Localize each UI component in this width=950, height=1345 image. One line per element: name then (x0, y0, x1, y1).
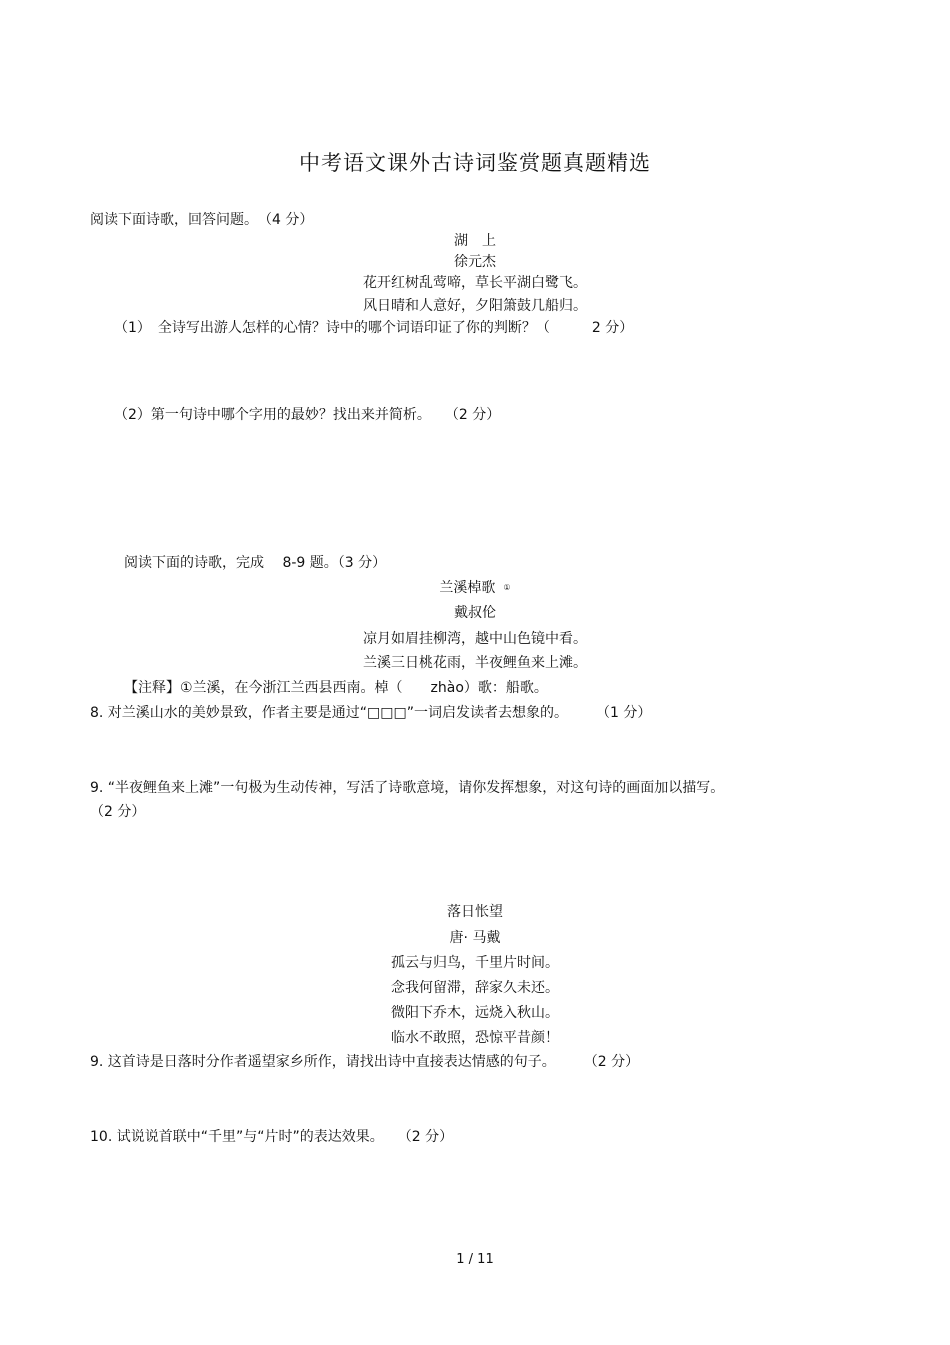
question-1: （1） 全诗写出游人怎样的心情？诗中的哪个词语印证了你的判断？（ 2 分） (114, 320, 634, 336)
poem3-line-1: 孤云与归鸟，千里片时间。 (391, 955, 559, 971)
question-10: 10. 试说说首联中“千里”与“片时”的表达效果。 （2 分） (90, 1129, 454, 1145)
poem1-title: 湖 上 (454, 233, 496, 249)
poem2-note: 【注释】①兰溪，在今浙江兰西县西南。棹（ zhào）歌：船歌。 (124, 680, 548, 696)
poem2-title: 兰溪棹歌 (439, 580, 496, 596)
section2-intro: 阅读下面的诗歌，完成 8-9 题。（3 分） (124, 555, 387, 571)
poem2-title-line (0, 579, 950, 597)
poem2-line-2: 兰溪三日桃花雨，半夜鲤鱼来上滩。 (363, 655, 587, 671)
poem2-line-1: 凉月如眉挂柳湾，越中山色镜中看。 (363, 631, 587, 647)
poem1-line-1: 花开红树乱莺啼，草长平湖白鹭飞。 (363, 275, 587, 291)
question-9b: 9. 这首诗是日落时分作者遥望家乡所作，请找出诗中直接表达情感的句子。 （2 分） (90, 1054, 640, 1070)
poem3-line-3: 微阳下乔木，远烧入秋山。 (391, 1005, 559, 1021)
question-2: （2）第一句诗中哪个字用的最妙？找出来并简析。 （2 分） (114, 407, 501, 423)
footnote-marker: ① (503, 583, 511, 592)
document-title: 中考语文课外古诗词鉴赏题真题精选 (299, 151, 651, 175)
section1-intro: 阅读下面诗歌，回答问题。 （4 分） (90, 212, 314, 228)
poem3-author: 唐· 马戴 (449, 930, 501, 946)
poem2-author: 戴叔伦 (454, 605, 496, 621)
poem1-line-2: 风日晴和人意好，夕阳箫鼓几船归。 (363, 298, 587, 314)
poem1-author: 徐元杰 (454, 254, 496, 270)
poem3-title: 落日怅望 (447, 904, 503, 920)
question-9-line-2: （2 分） (90, 804, 146, 820)
poem3-line-2: 念我何留滞，辞家久未还。 (391, 980, 559, 996)
page-indicator: 1 / 11 (456, 1252, 494, 1267)
poem3-line-4: 临水不敢照，恐惊平昔颜！ (391, 1030, 559, 1046)
question-8: 8. 对兰溪山水的美妙景致，作者主要是通过“□□□”一词启发读者去想象的。 （1 分） (90, 705, 652, 721)
question-9-line-1: 9. “半夜鲤鱼来上滩”一句极为生动传神，写活了诗歌意境，请你发挥想象，对这句诗的画面加以描写。 (90, 780, 725, 796)
